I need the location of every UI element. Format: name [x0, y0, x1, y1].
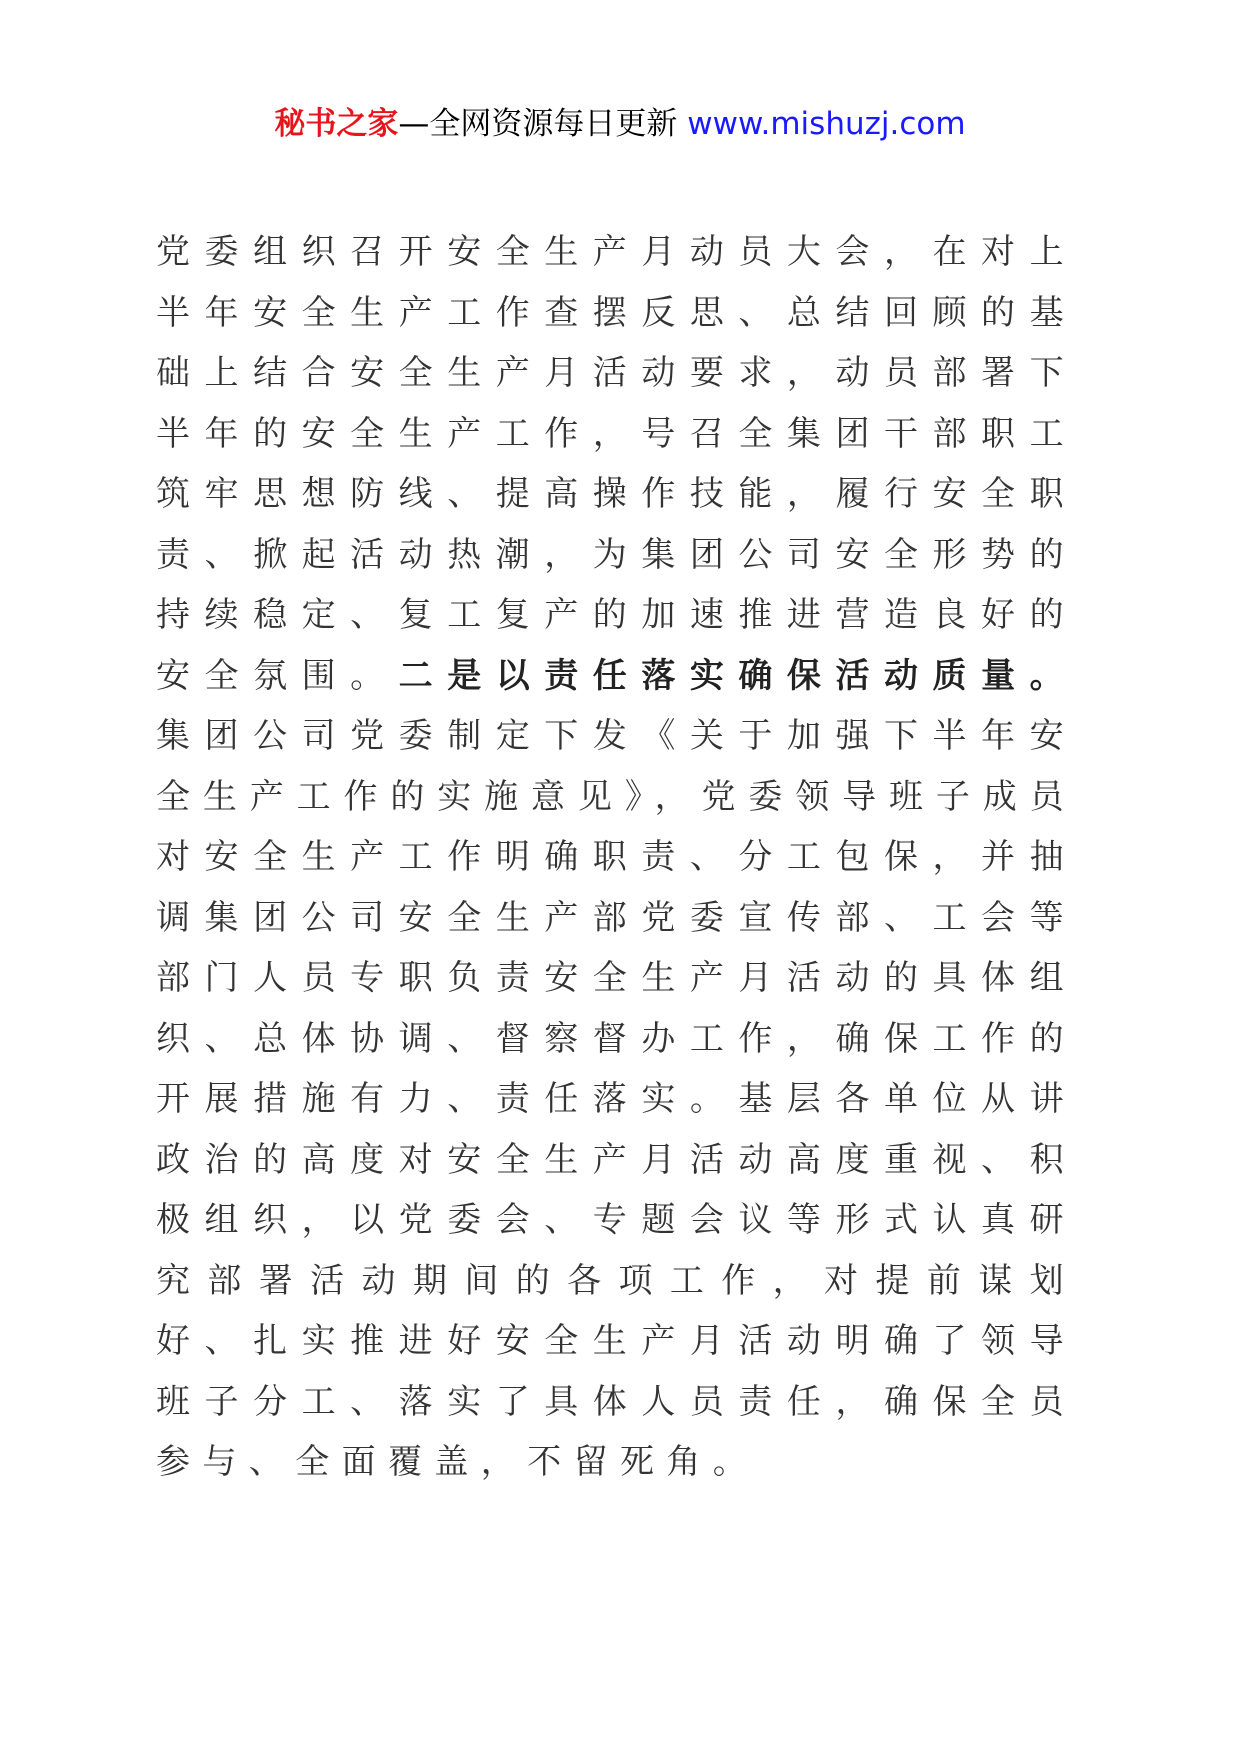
page-header [0, 104, 1240, 144]
body-paragraph [156, 222, 1076, 1493]
paragraph-text-part-2: 集团公司党委制定下发《关于加强下半年安全生产工作的实施意见》，党委领导班子成员对安全生产工作明确职责、分工包保，并抽调集团公司安全生产部党委宣传部、工会等部门人员专职负责安全生产月活动的具体组织、总体协调、督察督办工作，确保工作的开展措施有力、责任落实。基层各单位从讲政治的高度对安全生产月活动高度重视、积极组织，以党委会、专题会议等形式认真研究部署活动期间的各项工作，对提前谋划好、扎实推进好安全生产月活动明确了领导班子分工、落实了具体人员责任，确保全员参与、全面覆盖，不留死角。 [156, 716, 1076, 1482]
website-link[interactable]: www.mishuzj.com [687, 106, 966, 142]
paragraph-text-part-1: 党委组织召开安全生产月动员大会，在对上半年安全生产工作查摆反思、总结回顾的基础上结合安全生产月活动要求，动员部署下半年的安全生产工作，号召全集团干部职工筑牢思想防线、提高操作技能，履行安全职责、掀起活动热潮，为集团公司安全形势的持续稳定、复工复产的加速推进营造良好的安全氛围。 [156, 232, 1076, 696]
header-slogan: —全网资源每日更新 [398, 106, 678, 142]
bold-heading: 二是以责任落实确保活动质量。 [398, 655, 1076, 696]
brand-name: 秘书之家 [274, 106, 399, 142]
